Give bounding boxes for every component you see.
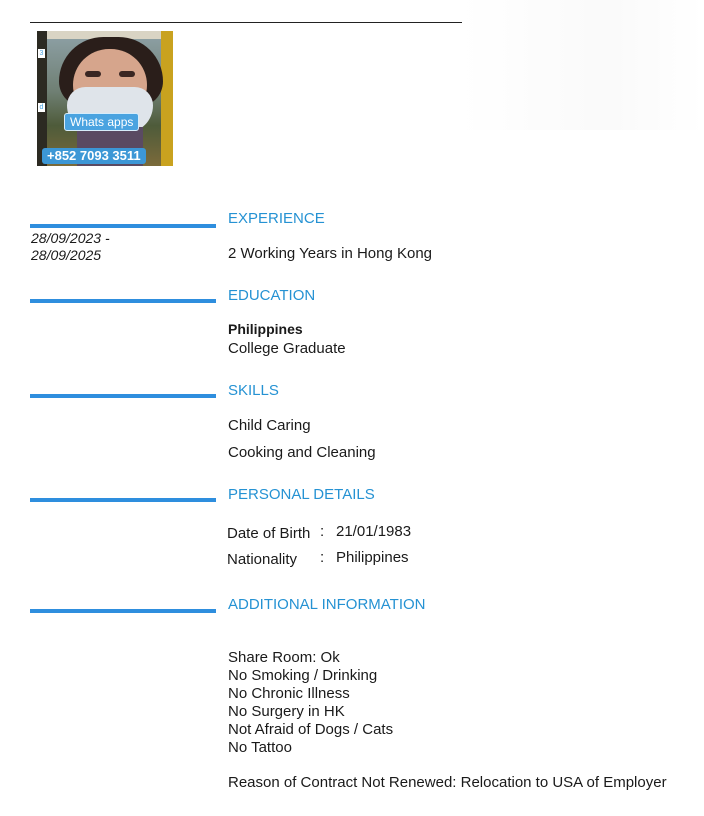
experience-text: 2 Working Years in Hong Kong [228, 245, 433, 262]
dob-separator: : [320, 523, 325, 540]
section-rule-personal [30, 498, 216, 502]
side-mark: d [39, 104, 44, 111]
section-rule-skills [30, 394, 216, 398]
date-from: 28/09/2023 - [31, 230, 110, 246]
whatsapp-badge: Whats apps [64, 113, 139, 131]
dob-label: Date of Birth [227, 525, 311, 542]
additional-list [228, 649, 393, 757]
section-rule-additional [30, 609, 216, 613]
dob-value: 21/01/1983 [336, 523, 412, 540]
faded-background [460, 0, 704, 130]
additional-item: No Surgery in HK [228, 703, 345, 720]
additional-item: No Chronic Illness [228, 685, 350, 702]
top-divider [30, 22, 462, 23]
additional-item: No Smoking / Drinking [228, 667, 378, 684]
contract-reason: Reason of Contract Not Renewed: Relocation to USA of Employer [228, 774, 667, 791]
section-rule-education [30, 299, 216, 303]
heading-skills: SKILLS [228, 382, 279, 399]
education-place: Philippines [228, 321, 303, 337]
date-to: 28/09/2025 [31, 247, 102, 263]
heading-additional-information: ADDITIONAL INFORMATION [228, 596, 426, 613]
education-degree: College Graduate [228, 340, 346, 357]
additional-item: Not Afraid of Dogs / Cats [228, 721, 394, 738]
section-rule-experience [30, 224, 216, 228]
heading-experience: EXPERIENCE [228, 210, 325, 227]
nationality-label: Nationality [227, 551, 298, 568]
phone-badge: +852 7093 3511 [42, 148, 146, 164]
nationality-separator: : [320, 549, 325, 566]
additional-item: No Tattoo [228, 739, 292, 756]
skill-item: Child Caring [228, 417, 311, 434]
heading-personal-details: PERSONAL DETAILS [228, 486, 375, 503]
skill-item: Cooking and Cleaning [228, 444, 376, 461]
additional-item: Share Room: Ok [228, 649, 340, 666]
profile-photo [37, 31, 173, 166]
heading-education: EDUCATION [228, 287, 316, 304]
side-mark: 3 [39, 50, 44, 57]
nationality-value: Philippines [336, 549, 409, 566]
